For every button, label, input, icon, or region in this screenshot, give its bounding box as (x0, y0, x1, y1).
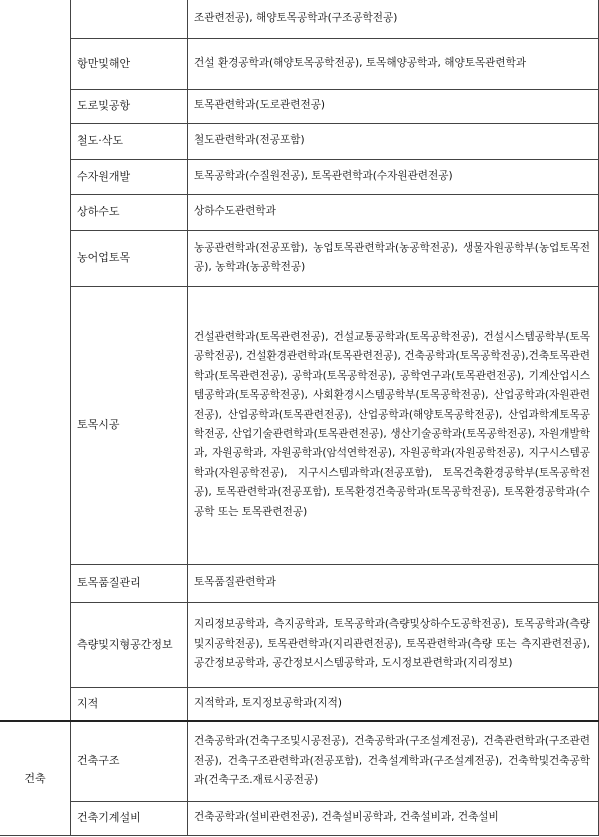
dept-cell: 지적학과, 토지정보공학과(지적) (188, 687, 599, 721)
field-cell: 건축기계설비 (71, 801, 188, 835)
dept-cell: 건설 환경공학과(해양토목공학전공), 토목해양공학과, 해양토목관련학과 (188, 38, 599, 89)
table-row (0, 564, 599, 602)
dept-cell: 건축공학과(설비관련전공), 건축설비공학과, 건축설비과, 건축설비 (188, 801, 599, 835)
dept-cell: 토목관련학과(도로관련전공) (188, 89, 599, 123)
table-row (0, 721, 599, 801)
field-cell (71, 0, 188, 38)
field-cell: 철도·삭도 (71, 123, 188, 159)
table-row (0, 194, 599, 230)
table-row (0, 286, 599, 564)
dept-cell: 철도관련학과(전공포함) (188, 123, 599, 159)
table-row (0, 687, 599, 721)
dept-cell: 토목공학과(수질원전공), 토목관련학과(수자원관련전공) (188, 159, 599, 194)
field-cell: 항만및해안 (71, 38, 188, 89)
table-row (0, 38, 599, 89)
field-cell: 측량및지형공간정보 (71, 602, 188, 687)
dept-cell: 조관련전공), 해양토목공학과(구조공학전공) (188, 0, 599, 38)
dept-cell: 건축공학과(건축구조및시공전공), 건축공학과(구조설계전공), 건축관련학과(구조관련전공), 건축구조관련학과(전공포함), 건축설계학과(구조설계전공), 건축학및건축공학과(건축구조.재료시공전공) (188, 721, 599, 801)
table-row (0, 602, 599, 687)
field-cell: 상하수도 (71, 194, 188, 230)
category-cell (0, 0, 71, 721)
table-row (0, 159, 599, 194)
dept-cell: 토목품질관련학과 (188, 564, 599, 602)
table-row (0, 123, 599, 159)
table-row (0, 89, 599, 123)
field-cell: 농어업토목 (71, 230, 188, 286)
category-cell: 건축 (0, 721, 71, 835)
field-cell: 수자원개발 (71, 159, 188, 194)
field-cell: 토목품질관리 (71, 564, 188, 602)
field-cell: 토목시공 (71, 286, 188, 564)
table-row (0, 230, 599, 286)
dept-cell: 건설관련학과(토목관련전공), 건설교통공학과(토목공학전공), 건설시스템공학부(토목공학전공), 건설환경관련학과(토목관련전공), 건축공학과(토목공학전공),건축토목관련학과(토목관련전공), 공학과(토목공학전공), 공학연구과(토목관련전공), 기계산업시스템공학과(토목공학전공), 사회환경시스템공학부(토목공학전공), 산업공학과(자원관련전공), 산업공학과(토목관련전공), 산업공학과(해양토목공학전공), 산업과학계토목공학전공, 산업기술관련학과(토목관련전공), 생산기술공학과(토목공학전공), 자원개발학과, 자원공학과, 자원공학과(암석연학전공), 자원공학과(자원공학전공), 지구시스템공학과(자원공학전공), 지구시스템과학과(전공포함), 토목건축환경공학부(토목공학전공), 토목관련학과(전공포함), 토목환경건축공학과(토목공학전공), 토목환경공학과(수공학 또는 토목관련전공) (188, 286, 599, 564)
field-cell: 건축구조 (71, 721, 188, 801)
field-cell: 지적 (71, 687, 188, 721)
field-cell: 도로및공항 (71, 89, 188, 123)
dept-cell: 상하수도관련학과 (188, 194, 599, 230)
dept-cell: 지리정보공학과, 측지공학과, 토목공학과(측량및상하수도공학전공), 토목공학과(측량및지공학전공), 토목관련학과(지리관련전공), 토목관련학과(측량 또는 측지관련전공), 공간정보공학과, 공간정보시스템공학과, 도시정보관련학과(지리정보) (188, 602, 599, 687)
table-row (0, 801, 599, 835)
table-row (0, 0, 599, 38)
dept-cell: 농공관련학과(전공포함), 농업토목관련학과(농공학전공), 생물자원공학부(농업토목전공), 농학과(농공학전공) (188, 230, 599, 286)
